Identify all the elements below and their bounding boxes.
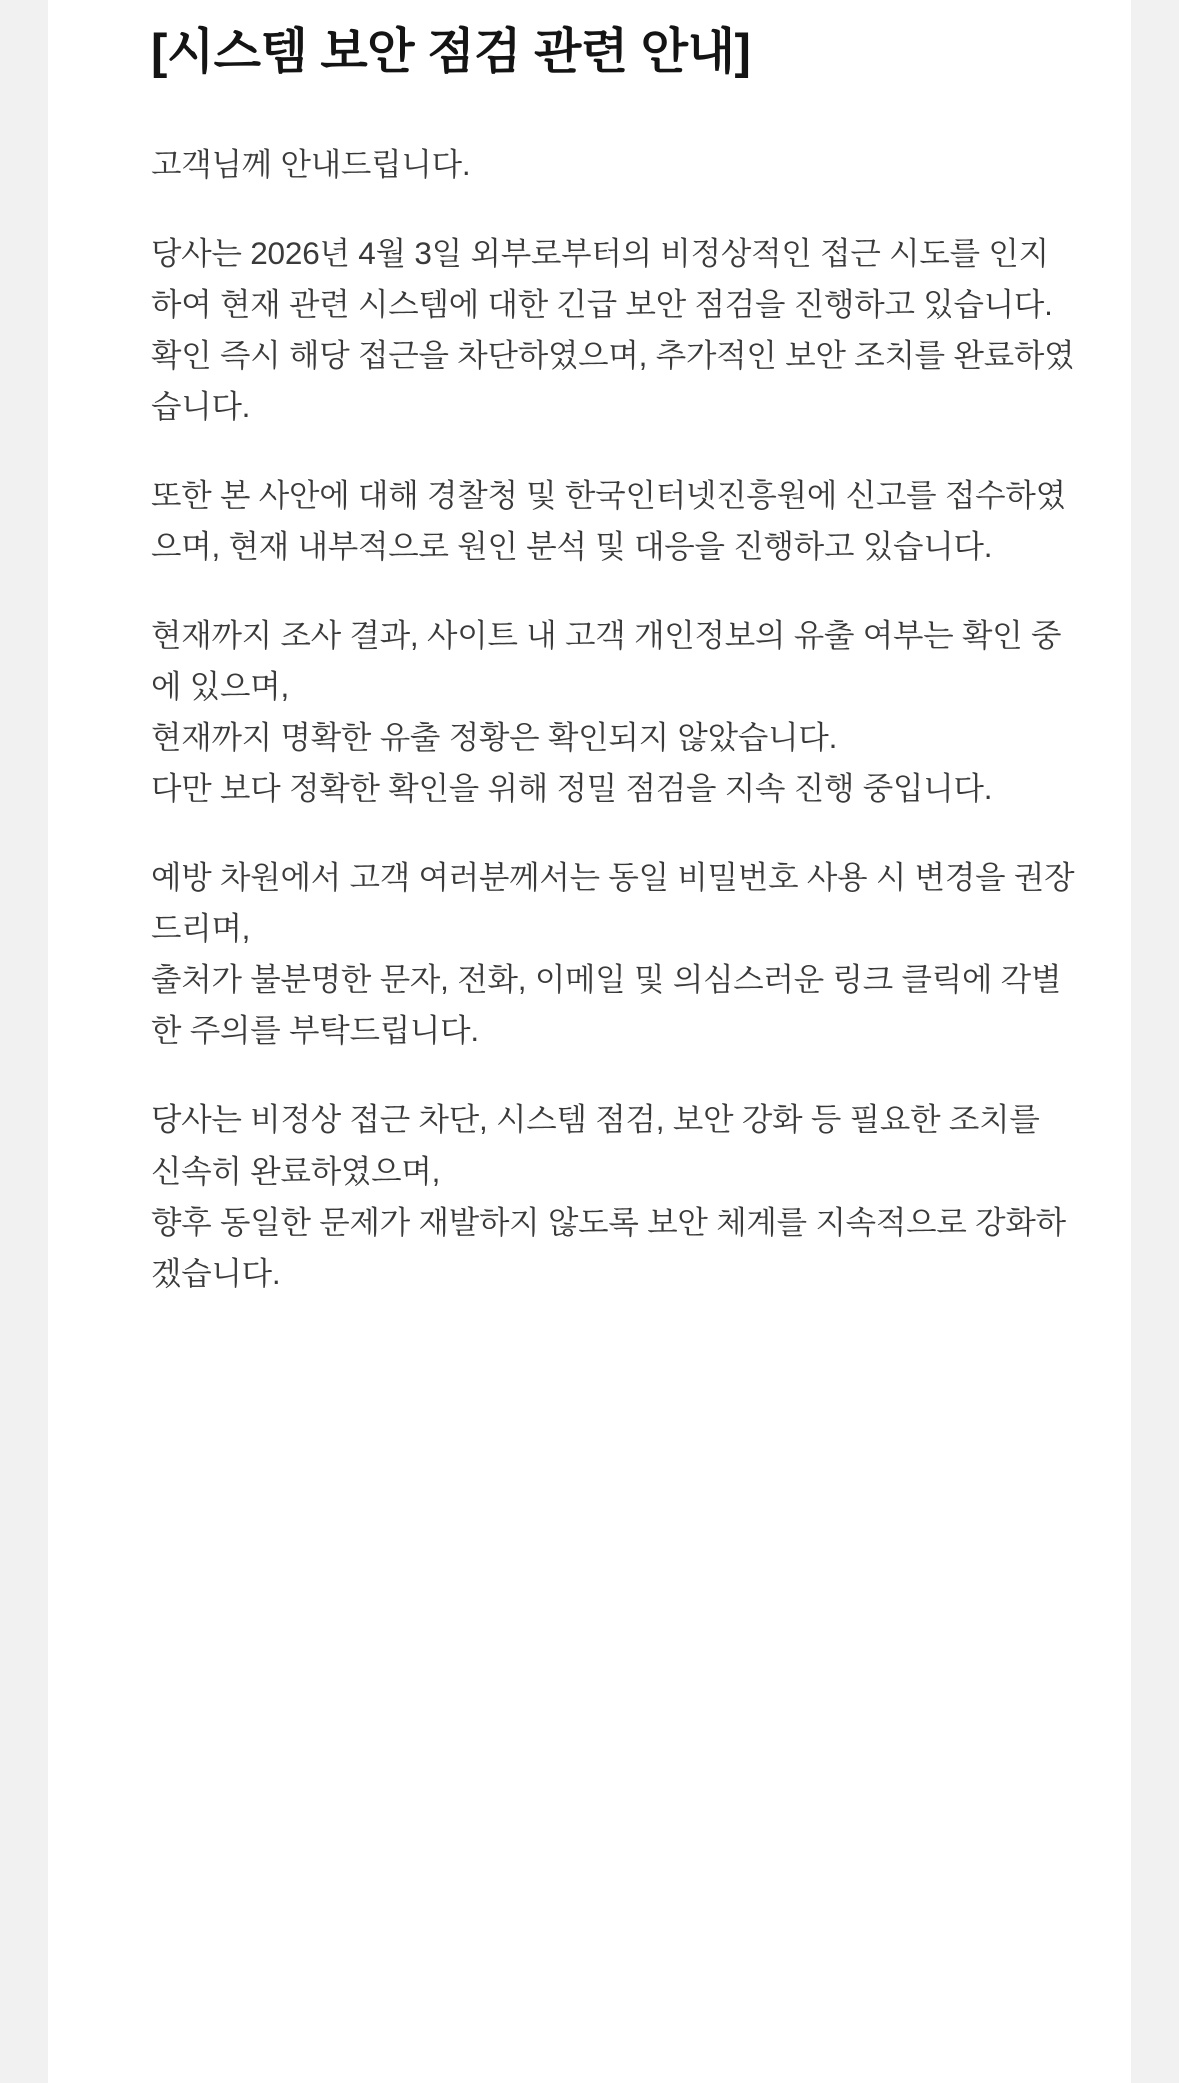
- page-title: [시스템 보안 점검 관련 안내]: [151, 25, 751, 79]
- paragraph-incident-detection: [151, 228, 1075, 432]
- paragraph-company-measures: [151, 1094, 1075, 1298]
- paragraph-investigation-status: [151, 610, 1075, 814]
- paragraph-line: 또한 본 사안에 대해 경찰청 및 한국인터넷진흥원에 신고를 접수하였으며, 현재 내부적으로 원인 분석 및 대응을 진행하고 있습니다.: [151, 477, 1066, 565]
- paragraph-line: 당사는 비정상 접근 차단, 시스템 점검, 보안 강화 등 필요한 조치를 신속히 완료하였으며,: [151, 1101, 1040, 1189]
- notice-content: [48, 0, 1131, 1339]
- page-gutter-right: [1131, 0, 1179, 2083]
- notice-body: [48, 139, 1131, 1298]
- paragraph-line: 고객님께 안내드립니다.: [151, 146, 471, 183]
- paragraph-line: 현재까지 명확한 유출 정황은 확인되지 않았습니다.: [151, 719, 838, 756]
- title-body-spacer: [48, 83, 1131, 139]
- paragraph-report-to-authorities: [151, 470, 1075, 572]
- paragraph-line: 예방 차원에서 고객 여러분께서는 동일 비밀번호 사용 시 변경을 권장드리며,: [151, 859, 1075, 947]
- page-gutter-left: [0, 0, 48, 2083]
- paragraph-line: 현재까지 조사 결과, 사이트 내 고객 개인정보의 유출 여부는 확인 중에 있으며,: [151, 617, 1062, 705]
- paragraph-line: 출처가 불분명한 문자, 전화, 이메일 및 의심스러운 링크 클릭에 각별한 주의를 부탁드립니다.: [151, 961, 1062, 1049]
- paragraph-customer-precautions: [151, 852, 1075, 1056]
- paragraph-greeting: [151, 139, 1075, 190]
- paragraph-line: 향후 동일한 문제가 재발하지 않도록 보안 체계를 지속적으로 강화하겠습니다.: [151, 1203, 1066, 1291]
- paragraph-line: 확인 즉시 해당 접근을 차단하였으며, 추가적인 보안 조치를 완료하였습니다.: [151, 337, 1075, 425]
- paragraph-line: 다만 보다 정확한 확인을 위해 정밀 점검을 지속 진행 중입니다.: [151, 770, 993, 807]
- paragraph-line: 당사는 2026년 4월 3일 외부로부터의 비정상적인 접근 시도를 인지하여 현재 관련 시스템에 대한 긴급 보안 점검을 진행하고 있습니다.: [151, 235, 1053, 323]
